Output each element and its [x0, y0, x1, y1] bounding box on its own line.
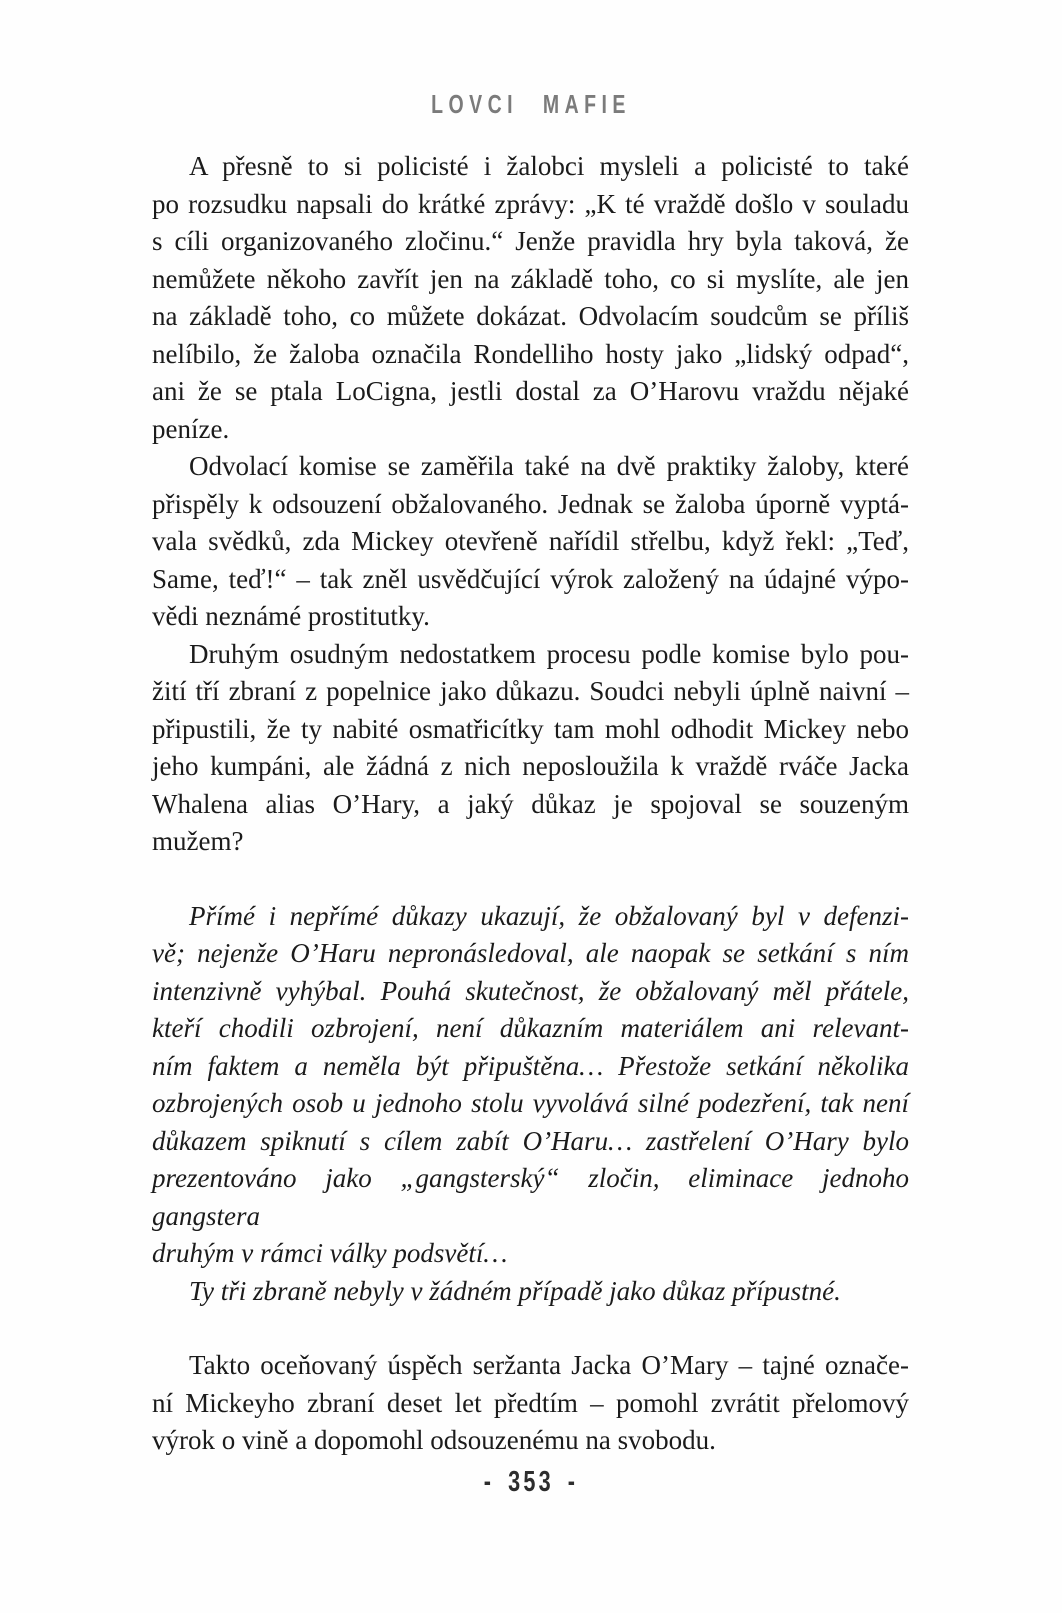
paragraph [152, 148, 909, 448]
text-block [152, 148, 909, 1460]
text-line: Ty tři zbraně nebyly v žádném případě jako důkaz přípustné. [189, 1275, 841, 1306]
text-line: Whalena alias O’Hary, a jaký důkaz je spojoval se souzeným mužem? [152, 788, 909, 856]
text-line: Přímé i nepřímé důkazy ukazují, že obžalovaný byl v defenzi- [189, 900, 909, 931]
text-line: peníze. [152, 413, 230, 444]
text-line: ní Mickeyho zbraní deset let předtím – pomohl zvrátit přelomový [152, 1387, 909, 1418]
text-line: důkazem spiknutí s cílem zabít O’Haru… zastřelení O’Hary bylo [152, 1125, 909, 1156]
text-line: kteří chodili ozbrojení, není důkazním materiálem ani relevant- [152, 1013, 909, 1043]
text-line: vědi neznámé prostitutky. [152, 601, 430, 631]
paragraph [152, 636, 909, 861]
text-line: výrok o vině a dopomohl odsouzenému na svobodu. [152, 1425, 716, 1455]
paragraph [152, 1273, 909, 1311]
text-line: Druhým osudným nedostatkem procesu podle komise bylo pou- [189, 638, 909, 669]
text-line: Odvolací komise se zaměřila také na dvě praktiky žaloby, které [189, 451, 909, 481]
text-line: jeho kumpáni, ale žádná z nich neposloužila k vraždě rváče Jacka [152, 751, 909, 781]
text-line: ani že se ptala LoCigna, jestli dostal za O’Harovu vraždu nějaké [152, 376, 909, 406]
paragraph [152, 898, 909, 1273]
text-line: nelíbilo, že žaloba označila Rondelliho hosty jako „lidský odpad“, [152, 338, 909, 369]
text-line: připustili, že ty nabité osmatřicítky tam mohl odhodit Mickey nebo [152, 713, 909, 744]
text-line: nemůžete někoho zavřít jen na základě toho, co si myslíte, ale jen [152, 263, 909, 294]
running-header: LOVCI MAFIE [431, 90, 631, 120]
text-line: ním faktem a neměla být připuštěna… Přestože setkání několika [152, 1050, 909, 1081]
text-line: druhým v rámci války podsvětí… [152, 1238, 508, 1268]
text-line: vala svědků, zda Mickey otevřeně nařídil střelbu, když řekl: „Teď, [152, 526, 909, 556]
paragraph [152, 1347, 909, 1460]
text-line: A přesně to si policisté i žalobci mysleli a policisté to také [189, 151, 909, 181]
page-number: - 353 - [483, 1466, 579, 1498]
text-line: s cíli organizovaného zločinu.“ Jenže pravidla hry byla taková, že [152, 226, 909, 256]
text-line: prezentováno jako „gangsterský“ zločin, eliminace jednoho gangstera [152, 1163, 909, 1231]
text-line: Takto oceňovaný úspěch seržanta Jacka O’Mary – tajné označe- [189, 1350, 909, 1380]
paragraph [152, 448, 909, 636]
text-line: přispěly k odsouzení obžalovaného. Jednak se žaloba úporně vyptá- [152, 488, 909, 519]
text-line: žití tří zbraní z popelnice jako důkazu. Soudci nebyli úplně naivní – [152, 676, 909, 706]
text-line: ozbrojených osob u jednoho stolu vyvolává silné podezření, tak není [152, 1088, 909, 1118]
text-line: vě; nejenže O’Haru nepronásledoval, ale naopak se setkání s ním [152, 938, 909, 968]
text-line: intenzivně vyhýbal. Pouhá skutečnost, že obžalovaný měl přátele, [152, 975, 909, 1006]
text-line: po rozsudku napsali do krátké zprávy: „K té vraždě došlo v souladu [152, 188, 909, 219]
text-line: Same, teď!“ – tak zněl usvědčující výrok založený na údajné výpo- [152, 563, 909, 594]
text-line: na základě toho, co můžete dokázat. Odvolacím soudcům se příliš [152, 301, 909, 331]
